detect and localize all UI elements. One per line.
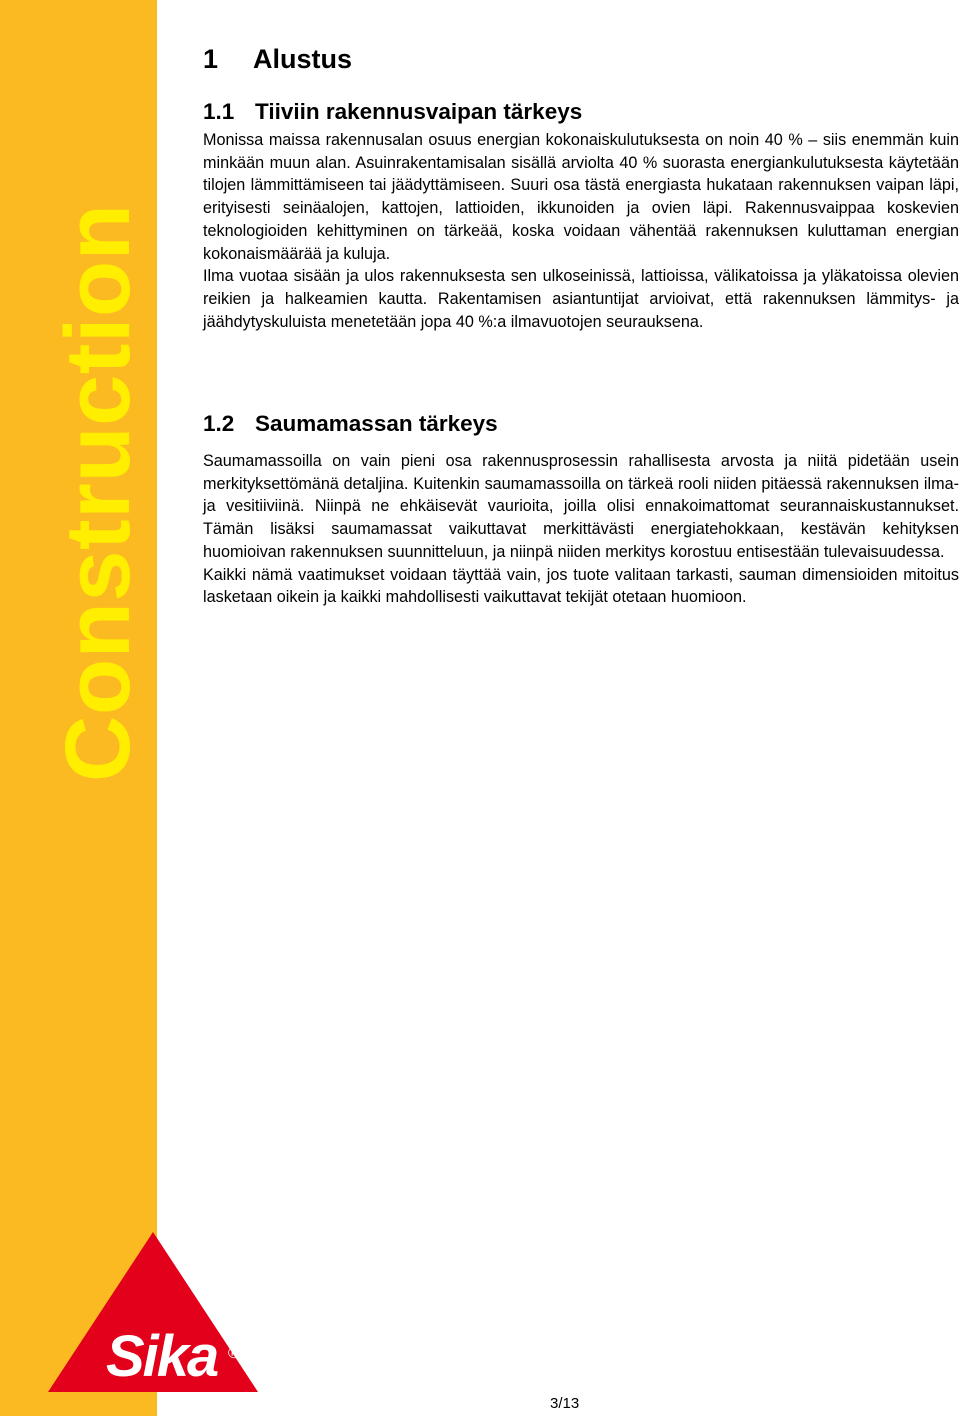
construction-sidebar [0, 0, 157, 1416]
sika-logo [48, 1232, 258, 1392]
section-number: 1.1 [203, 99, 235, 124]
section-1-1-text: Monissa maissa rakennusalan osuus energian kokonaiskulutuksesta on noin 40 % – siis enemmän kuin minkään muun alan. Asuinrakentamisalan sisällä arviolta 40 % suorasta energiankulutuksesta käytetään tilojen lämmittämiseen tai jäädyttämiseen. Suuri osa tästä energiasta hukataan rakennuksen vaipan läpi, erityisesti seinäalojen, kattojen, lattioiden, ikkunoiden ja ovien läpi. Rakennusvaippaa koskevien teknologioiden kehittyminen on tärkeää, koska voidaan vähentää rakennuksen kuluttaman energian kokonaismäärää ja kuluja. Ilma vuotaa sisään ja ulos rakennuksesta sen ulkoseinissä, lattioissa, välikatoissa ja yläkatoissa olevien reikien ja halkeamien kautta. Rakentamisen asiantuntijat arvioivat, että rakennuksen lämmitys- ja jäähdytyskuluista menetetään jopa 40 %:a ilmavuotojen seurauksena. [203, 131, 959, 331]
page-number: 3/13 [550, 1395, 580, 1412]
section-1-2-text: Saumamassoilla on vain pieni osa rakennusprosessin rahallisesta arvosta ja niitä pidetään usein merkityksettömänä detaljina. Kuitenkin saumamassoilla on tärkeä rooli niiden pitäessä rakennuksen ilma- ja vesitiiviinä. Niinpä ne ehkäisevät vaurioita, joilla olisi ennakoimattomat seurannaiskustannukset. Tämän lisäksi saumamassat vaikuttavat merkittävästi energiatehokkaan, kestävän kehityksen huomioivan rakennuksen suunnitteluun, ja niinpä niiden merkitys korostuu entisestään tulevaisuudessa. Kaikki nämä vaatimukset voidaan täyttää vain, jos tuote valitaan tarkasti, sauman dimensioiden mitoitus lasketaan oikein ja kaikki mahdollisesti vaikuttavat tekijät otetaan huomioon. [203, 452, 959, 607]
heading-title: Alustus [253, 44, 353, 74]
heading-number: 1 [203, 44, 219, 74]
sika-logo-wordmark: Sika [106, 1324, 218, 1389]
section-heading-1-1 [203, 97, 582, 127]
section-number: 1.2 [203, 411, 235, 436]
sidebar-word: Construction [47, 203, 149, 782]
heading-alustus [203, 42, 352, 76]
sika-logo-trademark: ® [228, 1345, 240, 1362]
section-title: Tiiviin rakennusvaipan tärkeys [255, 99, 583, 124]
section-heading-1-2 [203, 409, 498, 439]
section-title: Saumamassan tärkeys [255, 411, 498, 436]
